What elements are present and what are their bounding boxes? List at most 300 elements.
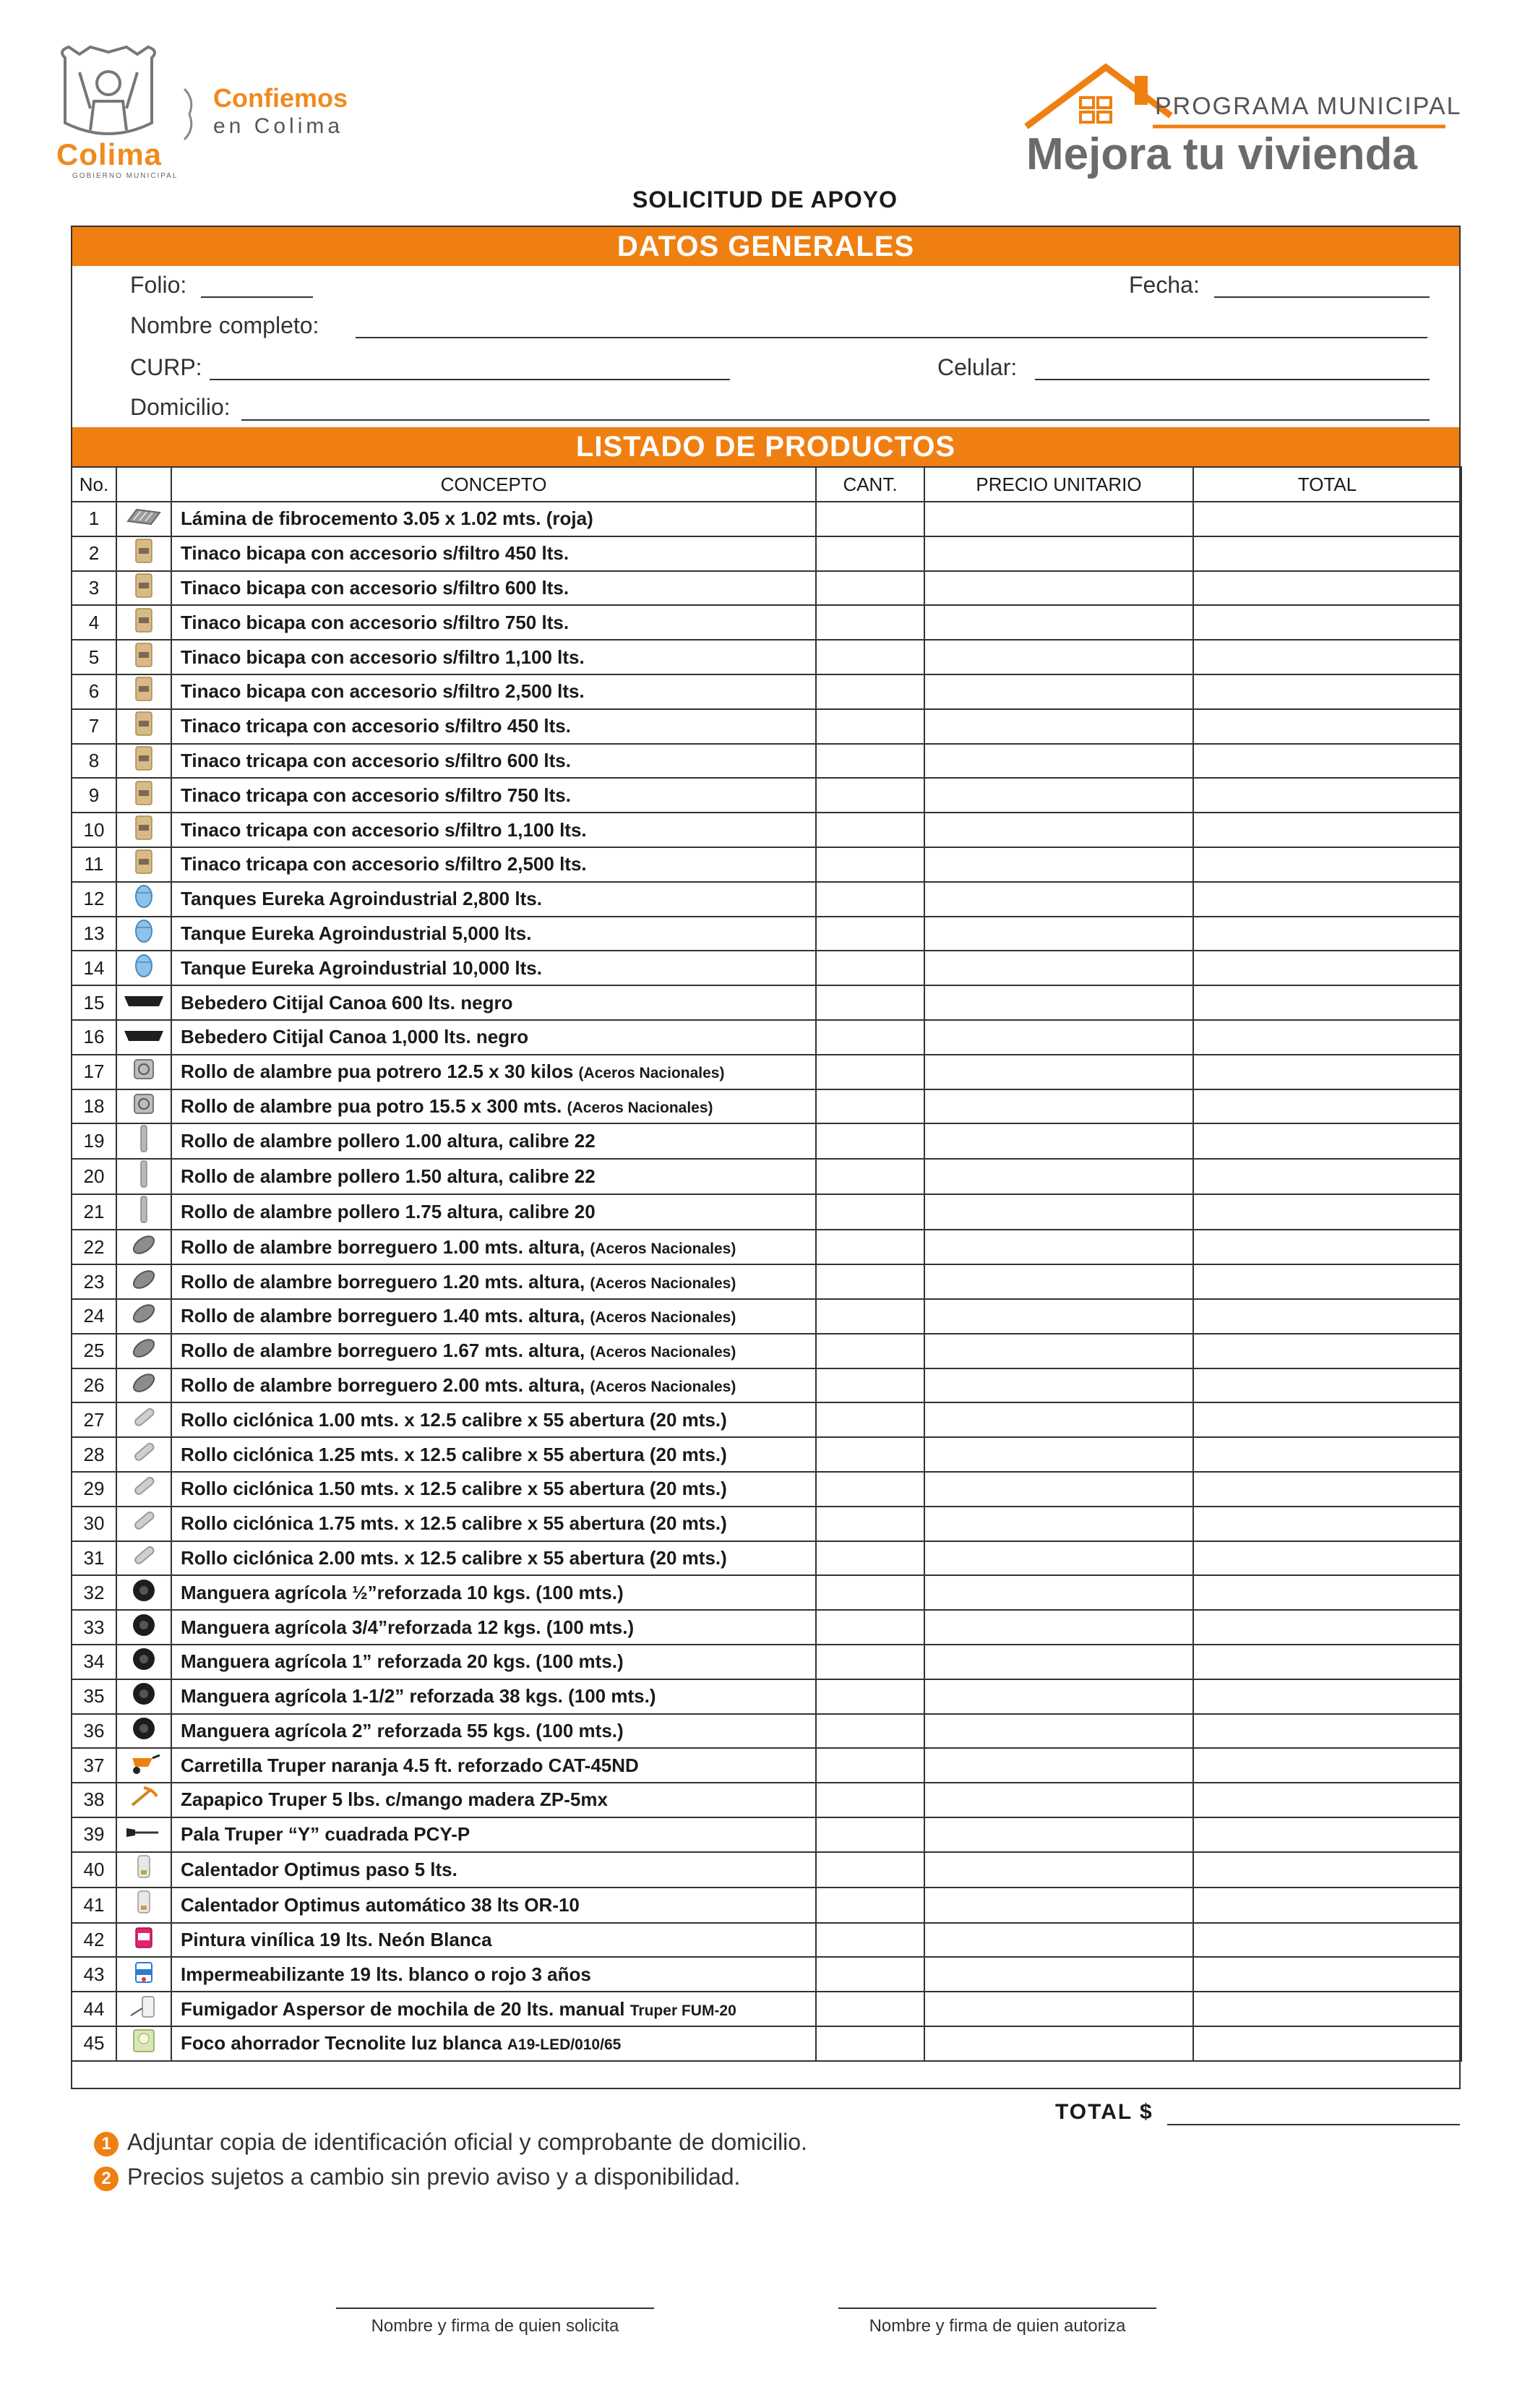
item-total-cell[interactable] <box>1193 709 1461 744</box>
item-number: 44 <box>72 1992 116 2026</box>
table-row <box>72 2026 1461 2061</box>
item-precio-cell[interactable] <box>924 1507 1193 1541</box>
table-row <box>72 1748 1461 1783</box>
table-row <box>72 1817 1461 1852</box>
item-concept-text: Tinaco bicapa con accesorio s/filtro 1,100 lts. <box>181 646 585 668</box>
item-cant-cell[interactable] <box>816 1159 924 1194</box>
item-number: 34 <box>72 1645 116 1679</box>
item-concept <box>171 1852 816 1888</box>
item-precio-cell[interactable] <box>924 1992 1193 2026</box>
item-concept-text: Manguera agrícola ½”reforzada 10 kgs. (100 mts.) <box>181 1581 624 1603</box>
item-concept <box>171 1123 816 1159</box>
document-title: SOLICITUD DE APOYO <box>632 187 898 213</box>
fence-roll-icon <box>129 1233 158 1262</box>
item-concept <box>171 1714 816 1749</box>
item-number: 45 <box>72 2026 116 2061</box>
item-concept-text: Bebedero Citijal Canoa 1,000 lts. negro <box>181 1026 529 1048</box>
item-cant-cell[interactable] <box>816 502 924 536</box>
col-no-header: No. <box>72 467 116 502</box>
item-precio-cell[interactable] <box>924 536 1193 571</box>
item-concept <box>171 1299 816 1334</box>
trough-icon <box>123 992 165 1014</box>
item-concept-text: Rollo de alambre pollero 1.75 altura, calibre 20 <box>181 1201 596 1223</box>
fecha-field[interactable] <box>1214 296 1430 298</box>
item-precio-cell[interactable] <box>924 1679 1193 1714</box>
item-precio-cell[interactable] <box>924 1610 1193 1645</box>
item-concept-text: Tanques Eureka Agroindustrial 2,800 lts. <box>181 888 542 910</box>
item-concept <box>171 674 816 709</box>
item-concept-text: Rollo ciclónica 1.00 mts. x 12.5 calibre x 55 abertura (20 mts.) <box>181 1408 727 1431</box>
item-concept-text: Rollo de alambre borreguero 1.20 mts. altura, <box>181 1270 585 1293</box>
table-row <box>72 744 1461 779</box>
item-total-cell[interactable] <box>1193 1299 1461 1334</box>
shovel-icon <box>125 1824 163 1846</box>
item-concept-text: Carretilla Truper naranja 4.5 ft. reforzado CAT-45ND <box>181 1754 639 1776</box>
item-total-cell[interactable] <box>1193 1817 1461 1852</box>
item-precio-cell[interactable] <box>924 813 1193 847</box>
item-precio-cell[interactable] <box>924 709 1193 744</box>
table-row <box>72 882 1461 917</box>
item-precio-cell[interactable] <box>924 1852 1193 1888</box>
item-concept <box>171 709 816 744</box>
item-cant-cell[interactable] <box>816 1957 924 1992</box>
item-cant-cell[interactable] <box>816 951 924 985</box>
item-concept <box>171 1334 816 1368</box>
item-number: 25 <box>72 1334 116 1368</box>
table-row <box>72 1852 1461 1888</box>
item-precio-cell[interactable] <box>924 605 1193 640</box>
item-cant-cell[interactable] <box>816 1783 924 1817</box>
item-concept-text: Impermeabilizante 19 lts. blanco o rojo 3 años <box>181 1963 591 1985</box>
curp-field[interactable] <box>210 379 730 380</box>
item-number: 33 <box>72 1610 116 1645</box>
table-row <box>72 917 1461 951</box>
item-precio-cell[interactable] <box>924 1714 1193 1749</box>
item-total-cell[interactable] <box>1193 1368 1461 1403</box>
tank-icon <box>133 745 155 777</box>
item-precio-cell[interactable] <box>924 1575 1193 1610</box>
item-cant-cell[interactable] <box>816 2026 924 2061</box>
item-precio-cell[interactable] <box>924 1159 1193 1194</box>
chainlink-roll-icon <box>129 1543 158 1573</box>
table-row <box>72 571 1461 606</box>
item-precio-cell[interactable] <box>924 1089 1193 1124</box>
item-note: (Aceros Nacionales) <box>590 1240 736 1257</box>
item-number: 38 <box>72 1783 116 1817</box>
item-precio-cell[interactable] <box>924 1783 1193 1817</box>
item-cant-cell[interactable] <box>816 1299 924 1334</box>
item-cant-cell[interactable] <box>816 1368 924 1403</box>
item-cant-cell[interactable] <box>816 1123 924 1159</box>
blue-tank-icon <box>133 952 155 985</box>
item-total-cell[interactable] <box>1193 1020 1461 1055</box>
table-row <box>72 778 1461 813</box>
item-cant-cell[interactable] <box>816 1472 924 1507</box>
item-precio-cell[interactable] <box>924 1541 1193 1576</box>
folio-label: Folio: <box>130 272 187 298</box>
sprayer-icon <box>128 1994 160 2025</box>
item-precio-cell[interactable] <box>924 571 1193 606</box>
item-cant-cell[interactable] <box>816 536 924 571</box>
item-precio-cell[interactable] <box>924 1923 1193 1958</box>
item-concept <box>171 1610 816 1645</box>
sealant-bucket-icon <box>132 1959 155 1990</box>
item-number: 32 <box>72 1575 116 1610</box>
item-cant-cell[interactable] <box>816 1888 924 1923</box>
item-concept <box>171 1194 816 1230</box>
item-note: (Aceros Nacionales) <box>578 1065 725 1082</box>
item-concept <box>171 605 816 640</box>
table-row <box>72 1055 1461 1089</box>
item-concept <box>171 1055 816 1089</box>
tank-icon <box>133 572 155 604</box>
item-cant-cell[interactable] <box>816 1194 924 1230</box>
item-total-cell[interactable] <box>1193 1159 1461 1194</box>
item-precio-cell[interactable] <box>924 1334 1193 1368</box>
blue-tank-icon <box>133 883 155 915</box>
item-concept-text: Tinaco tricapa con accesorio s/filtro 450 lts. <box>181 715 571 737</box>
item-cant-cell[interactable] <box>816 778 924 813</box>
item-concept <box>171 1888 816 1923</box>
item-precio-cell[interactable] <box>924 502 1193 536</box>
item-cant-cell[interactable] <box>816 1402 924 1437</box>
item-number: 24 <box>72 1299 116 1334</box>
col-total-header: TOTAL <box>1193 467 1461 502</box>
item-precio-cell[interactable] <box>924 882 1193 917</box>
item-cant-cell[interactable] <box>816 1020 924 1055</box>
item-total-cell[interactable] <box>1193 813 1461 847</box>
item-cant-cell[interactable] <box>816 813 924 847</box>
item-concept <box>171 1368 816 1403</box>
item-number: 43 <box>72 1957 116 1992</box>
item-total-cell[interactable] <box>1193 1437 1461 1472</box>
item-concept <box>171 2026 816 2061</box>
item-precio-cell[interactable] <box>924 1264 1193 1299</box>
item-cant-cell[interactable] <box>816 985 924 1020</box>
celular-field[interactable] <box>1035 379 1430 380</box>
item-number: 19 <box>72 1123 116 1159</box>
signature-line-autoriza[interactable] <box>838 2308 1156 2309</box>
table-row <box>72 1230 1461 1264</box>
item-precio-cell[interactable] <box>924 1230 1193 1264</box>
item-number: 3 <box>72 571 116 606</box>
item-precio-cell[interactable] <box>924 744 1193 779</box>
trough-icon <box>123 1027 165 1049</box>
item-cant-cell[interactable] <box>816 1923 924 1958</box>
item-precio-cell[interactable] <box>924 951 1193 985</box>
folio-field[interactable] <box>201 296 313 298</box>
item-total-cell[interactable] <box>1193 917 1461 951</box>
item-number: 14 <box>72 951 116 985</box>
item-concept-text: Zapapico Truper 5 lbs. c/mango madera ZP-5mx <box>181 1788 608 1811</box>
item-total-cell[interactable] <box>1193 1852 1461 1888</box>
item-cant-cell[interactable] <box>816 640 924 674</box>
item-total-cell[interactable] <box>1193 1645 1461 1679</box>
table-row <box>72 1123 1461 1159</box>
item-concept <box>171 1923 816 1958</box>
item-concept-text: Rollo de alambre pua potrero 12.5 x 30 kilos <box>181 1061 574 1083</box>
total-field[interactable] <box>1167 2124 1460 2125</box>
nombre-field[interactable] <box>356 337 1427 338</box>
col-precio-header: PRECIO UNITARIO <box>924 467 1193 502</box>
item-total-cell[interactable] <box>1193 1748 1461 1783</box>
note-1-bullet: 1 <box>94 2132 119 2156</box>
item-number: 39 <box>72 1817 116 1852</box>
note-1-text: Adjuntar copia de identificación oficial y comprobante de domicilio. <box>127 2129 807 2155</box>
item-total-cell[interactable] <box>1193 778 1461 813</box>
item-concept <box>171 1264 816 1299</box>
note-2-bullet: 2 <box>94 2167 119 2191</box>
item-concept <box>171 985 816 1020</box>
item-number: 40 <box>72 1852 116 1888</box>
item-cant-cell[interactable] <box>816 1334 924 1368</box>
item-concept-text: Tinaco bicapa con accesorio s/filtro 600 lts. <box>181 576 570 599</box>
item-note: (Aceros Nacionales) <box>590 1344 736 1361</box>
item-concept-text: Tinaco tricapa con accesorio s/filtro 2,500 lts. <box>181 853 587 875</box>
item-cant-cell[interactable] <box>816 1575 924 1610</box>
item-total-cell[interactable] <box>1193 1089 1461 1124</box>
table-row <box>72 1645 1461 1679</box>
item-total-cell[interactable] <box>1193 1888 1461 1923</box>
item-cant-cell[interactable] <box>816 1992 924 2026</box>
item-cant-cell[interactable] <box>816 1230 924 1264</box>
item-concept-text: Rollo de alambre borreguero 1.40 mts. altura, <box>181 1305 585 1327</box>
item-total-cell[interactable] <box>1193 1992 1461 2026</box>
item-concept-text: Tanque Eureka Agroindustrial 10,000 lts. <box>181 956 542 979</box>
item-concept-text: Pala Truper “Y” cuadrada PCY-P <box>181 1823 470 1846</box>
item-cant-cell[interactable] <box>816 605 924 640</box>
item-precio-cell[interactable] <box>924 1020 1193 1055</box>
item-cant-cell[interactable] <box>816 709 924 744</box>
domicilio-field[interactable] <box>241 419 1430 421</box>
item-total-cell[interactable] <box>1193 640 1461 674</box>
item-concept <box>171 1992 816 2026</box>
item-total-cell[interactable] <box>1193 1230 1461 1264</box>
item-cant-cell[interactable] <box>816 674 924 709</box>
item-total-cell[interactable] <box>1193 1507 1461 1541</box>
item-concept-text: Tinaco bicapa con accesorio s/filtro 750 lts. <box>181 611 570 633</box>
item-precio-cell[interactable] <box>924 1194 1193 1230</box>
item-precio-cell[interactable] <box>924 1368 1193 1403</box>
col-image-header <box>116 467 171 502</box>
heater-icon <box>133 1888 155 1922</box>
item-cant-cell[interactable] <box>816 1055 924 1089</box>
item-total-cell[interactable] <box>1193 1472 1461 1507</box>
item-precio-cell[interactable] <box>924 640 1193 674</box>
item-concept-text: Rollo de alambre pollero 1.00 altura, calibre 22 <box>181 1130 596 1152</box>
item-note: Truper FUM-20 <box>629 2002 736 2019</box>
bulb-icon <box>131 2027 157 2060</box>
item-number: 31 <box>72 1541 116 1576</box>
datos-generales-heading: DATOS GENERALES <box>72 227 1459 266</box>
item-cant-cell[interactable] <box>816 1437 924 1472</box>
curp-label: CURP: <box>130 354 202 380</box>
fence-roll-icon <box>129 1301 158 1331</box>
item-cant-cell[interactable] <box>816 1748 924 1783</box>
signature-label-autoriza: Nombre y firma de quien autoriza <box>869 2316 1126 2336</box>
item-precio-cell[interactable] <box>924 1437 1193 1472</box>
item-number: 17 <box>72 1055 116 1089</box>
item-total-cell[interactable] <box>1193 1264 1461 1299</box>
item-concept-text: Tinaco tricapa con accesorio s/filtro 750 lts. <box>181 784 571 806</box>
item-precio-cell[interactable] <box>924 1472 1193 1507</box>
item-precio-cell[interactable] <box>924 1888 1193 1923</box>
wire-roll-icon <box>132 1092 156 1121</box>
item-concept <box>171 1089 816 1124</box>
item-precio-cell[interactable] <box>924 917 1193 951</box>
item-cant-cell[interactable] <box>816 1714 924 1749</box>
table-row <box>72 985 1461 1020</box>
heater-icon <box>133 1853 155 1887</box>
item-precio-cell[interactable] <box>924 985 1193 1020</box>
signature-line-solicita[interactable] <box>336 2308 654 2309</box>
item-total-cell[interactable] <box>1193 951 1461 985</box>
item-concept <box>171 502 816 536</box>
item-total-cell[interactable] <box>1193 1957 1461 1992</box>
item-total-cell[interactable] <box>1193 1610 1461 1645</box>
table-row <box>72 536 1461 571</box>
total-label: TOTAL $ <box>1055 2100 1153 2124</box>
table-row <box>72 502 1461 536</box>
item-concept-text: Tanque Eureka Agroindustrial 5,000 lts. <box>181 922 532 944</box>
item-total-cell[interactable] <box>1193 536 1461 571</box>
table-row <box>72 951 1461 985</box>
item-precio-cell[interactable] <box>924 778 1193 813</box>
item-concept <box>171 1472 816 1507</box>
item-cant-cell[interactable] <box>816 1264 924 1299</box>
item-total-cell[interactable] <box>1193 502 1461 536</box>
chainlink-roll-icon <box>129 1474 158 1504</box>
wheelbarrow-icon <box>126 1751 161 1781</box>
item-cant-cell[interactable] <box>816 1507 924 1541</box>
item-concept <box>171 1541 816 1576</box>
products-table <box>71 466 1462 2062</box>
item-total-cell[interactable] <box>1193 1055 1461 1089</box>
item-cant-cell[interactable] <box>816 1817 924 1852</box>
item-total-cell[interactable] <box>1193 1783 1461 1817</box>
item-total-cell[interactable] <box>1193 1334 1461 1368</box>
table-row <box>72 674 1461 709</box>
item-total-cell[interactable] <box>1193 1679 1461 1714</box>
item-concept-text: Rollo de alambre pollero 1.50 altura, calibre 22 <box>181 1165 596 1188</box>
item-total-cell[interactable] <box>1193 847 1461 882</box>
wire-roll-icon <box>132 1057 156 1087</box>
item-number: 4 <box>72 605 116 640</box>
item-total-cell[interactable] <box>1193 2026 1461 2061</box>
hose-icon <box>131 1612 157 1643</box>
table-row <box>72 1472 1461 1507</box>
item-number: 12 <box>72 882 116 917</box>
item-total-cell[interactable] <box>1193 1923 1461 1958</box>
item-number: 37 <box>72 1748 116 1783</box>
item-cant-cell[interactable] <box>816 917 924 951</box>
chainlink-roll-icon <box>129 1440 158 1470</box>
nombre-label: Nombre completo: <box>130 312 319 338</box>
item-precio-cell[interactable] <box>924 2026 1193 2061</box>
en-colima-wordmark: en Colima <box>213 114 344 138</box>
item-cant-cell[interactable] <box>816 744 924 779</box>
chainlink-roll-icon <box>129 1509 158 1538</box>
tank-icon <box>133 848 155 880</box>
blue-tank-icon <box>133 917 155 950</box>
item-concept-text: Calentador Optimus automático 38 lts OR-10 <box>181 1893 580 1916</box>
item-concept <box>171 1645 816 1679</box>
item-precio-cell[interactable] <box>924 1299 1193 1334</box>
table-row <box>72 1020 1461 1055</box>
item-concept <box>171 571 816 606</box>
item-total-cell[interactable] <box>1193 1123 1461 1159</box>
item-number: 20 <box>72 1159 116 1194</box>
item-total-cell[interactable] <box>1193 1402 1461 1437</box>
item-precio-cell[interactable] <box>924 1817 1193 1852</box>
item-cant-cell[interactable] <box>816 1852 924 1888</box>
item-precio-cell[interactable] <box>924 1402 1193 1437</box>
item-number: 42 <box>72 1923 116 1958</box>
tank-icon <box>133 814 155 847</box>
table-row <box>72 605 1461 640</box>
item-cant-cell[interactable] <box>816 847 924 882</box>
tank-icon <box>133 537 155 570</box>
item-precio-cell[interactable] <box>924 1055 1193 1089</box>
item-total-cell[interactable] <box>1193 1714 1461 1749</box>
item-precio-cell[interactable] <box>924 1123 1193 1159</box>
item-total-cell[interactable] <box>1193 1541 1461 1576</box>
item-total-cell[interactable] <box>1193 1194 1461 1230</box>
table-row <box>72 1679 1461 1714</box>
item-note: (Aceros Nacionales) <box>590 1378 736 1395</box>
item-cant-cell[interactable] <box>816 1679 924 1714</box>
item-cant-cell[interactable] <box>816 571 924 606</box>
table-row <box>72 1299 1461 1334</box>
item-concept-text: Tinaco tricapa con accesorio s/filtro 1,100 lts. <box>181 818 587 841</box>
hose-icon <box>131 1577 157 1608</box>
table-row <box>72 1923 1461 1958</box>
item-total-cell[interactable] <box>1193 1575 1461 1610</box>
item-concept-text: Rollo de alambre pua potro 15.5 x 300 mts. <box>181 1094 562 1117</box>
item-concept <box>171 1159 816 1194</box>
item-total-cell[interactable] <box>1193 605 1461 640</box>
item-cant-cell[interactable] <box>816 882 924 917</box>
item-number: 36 <box>72 1714 116 1749</box>
item-concept <box>171 1817 816 1852</box>
tank-icon <box>133 710 155 742</box>
item-precio-cell[interactable] <box>924 1748 1193 1783</box>
fecha-label: Fecha: <box>1129 272 1200 298</box>
item-cant-cell[interactable] <box>816 1089 924 1124</box>
item-cant-cell[interactable] <box>816 1645 924 1679</box>
item-total-cell[interactable] <box>1193 985 1461 1020</box>
table-row <box>72 1888 1461 1923</box>
item-total-cell[interactable] <box>1193 674 1461 709</box>
table-row <box>72 1264 1461 1299</box>
item-precio-cell[interactable] <box>924 1645 1193 1679</box>
item-total-cell[interactable] <box>1193 571 1461 606</box>
item-cant-cell[interactable] <box>816 1610 924 1645</box>
table-row <box>72 813 1461 847</box>
item-total-cell[interactable] <box>1193 882 1461 917</box>
signature-label-solicita: Nombre y firma de quien solicita <box>371 2316 619 2336</box>
item-precio-cell[interactable] <box>924 1957 1193 1992</box>
item-precio-cell[interactable] <box>924 674 1193 709</box>
item-concept-text: Bebedero Citijal Canoa 600 lts. negro <box>181 991 513 1014</box>
item-number: 7 <box>72 709 116 744</box>
item-precio-cell[interactable] <box>924 847 1193 882</box>
item-number: 21 <box>72 1194 116 1230</box>
item-cant-cell[interactable] <box>816 1541 924 1576</box>
fence-roll-icon <box>129 1336 158 1366</box>
item-total-cell[interactable] <box>1193 744 1461 779</box>
item-concept <box>171 882 816 917</box>
